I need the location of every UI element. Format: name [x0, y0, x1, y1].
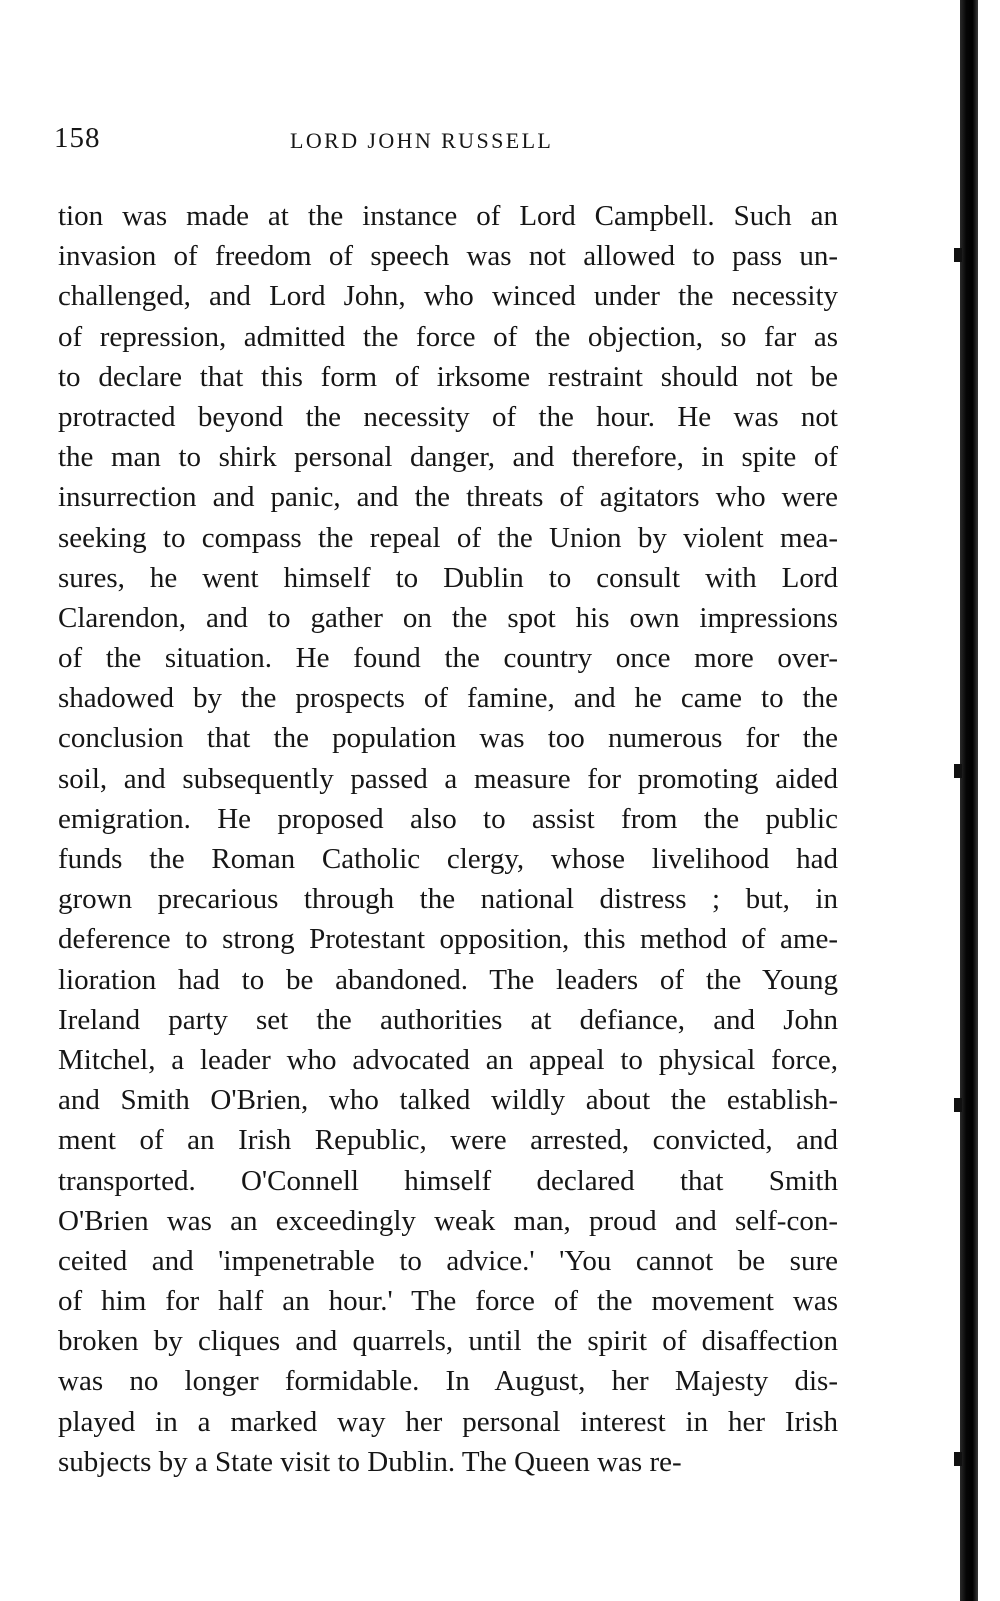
text-line: played in a marked way her personal interest in her Irish [58, 1405, 838, 1438]
text-line: shadowed by the prospects of famine, and he came to the [58, 682, 838, 715]
text-line: was no longer formidable. In August, her Majesty dis- [58, 1365, 838, 1398]
text-line: grown precarious through the national distress ; but, in [58, 883, 838, 916]
edge-notch [954, 764, 962, 778]
text-line: ceited and 'impenetrable to advice.' 'You cannot be sure [58, 1244, 838, 1277]
text-line: protracted beyond the necessity of the hour. He was not [58, 400, 838, 433]
page-number: 158 [54, 122, 101, 154]
text-line: Clarendon, and to gather on the spot his own impressions [58, 601, 838, 634]
binding-edge-bar [960, 0, 978, 1601]
text-line: sures, he went himself to Dublin to consult with Lord [58, 561, 838, 594]
text-line: lioration had to be abandoned. The leaders of the Young [58, 963, 838, 996]
text-line: funds the Roman Catholic clergy, whose livelihood had [58, 843, 838, 875]
text-line: broken by cliques and quarrels, until the spirit of disaffection [58, 1325, 838, 1358]
text-line: emigration. He proposed also to assist from the public [58, 802, 838, 835]
text-line: to declare that this form of irksome restraint should not be [58, 360, 838, 393]
edge-notch [954, 1098, 962, 1112]
edge-notch [954, 248, 962, 262]
text-line: of him for half an hour.' The force of the movement was [58, 1285, 838, 1318]
text-line: the man to shirk personal danger, and therefore, in spite of [58, 441, 838, 474]
body-text [58, 196, 838, 1482]
text-line: of repression, admitted the force of the objection, so far as [58, 320, 838, 353]
text-line: O'Brien was an exceedingly weak man, proud and self-con- [58, 1204, 838, 1237]
text-line: deference to strong Protestant opposition, this method of ame- [58, 923, 838, 956]
edge-notch [954, 1452, 962, 1466]
text-line: subjects by a State visit to Dublin. The Queen was re- [58, 1445, 682, 1478]
text-line: seeking to compass the repeal of the Union by violent mea- [58, 521, 838, 554]
text-line: conclusion that the population was too numerous for the [58, 722, 838, 755]
text-line: challenged, and Lord John, who winced under the necessity [58, 280, 838, 313]
text-line: ment of an Irish Republic, were arrested, convicted, and [58, 1124, 838, 1157]
text-line: of the situation. He found the country once more over- [58, 642, 838, 675]
text-line: and Smith O'Brien, who talked wildly about the establish- [58, 1084, 838, 1117]
text-line: tion was made at the instance of Lord Campbell. Such an [58, 200, 838, 232]
text-line: Ireland party set the authorities at defiance, and John [58, 1003, 838, 1036]
page-edge-shadow [954, 0, 1000, 1601]
text-line: invasion of freedom of speech was not allowed to pass un- [58, 240, 838, 273]
text-line: soil, and subsequently passed a measure for promoting aided [58, 762, 838, 795]
text-line: Mitchel, a leader who advocated an appeal to physical force, [58, 1043, 838, 1076]
text-line: transported. O'Connell himself declared that Smith [58, 1164, 838, 1197]
text-line: insurrection and panic, and the threats of agitators who were [58, 481, 838, 514]
running-head: LORD JOHN RUSSELL [290, 128, 554, 153]
